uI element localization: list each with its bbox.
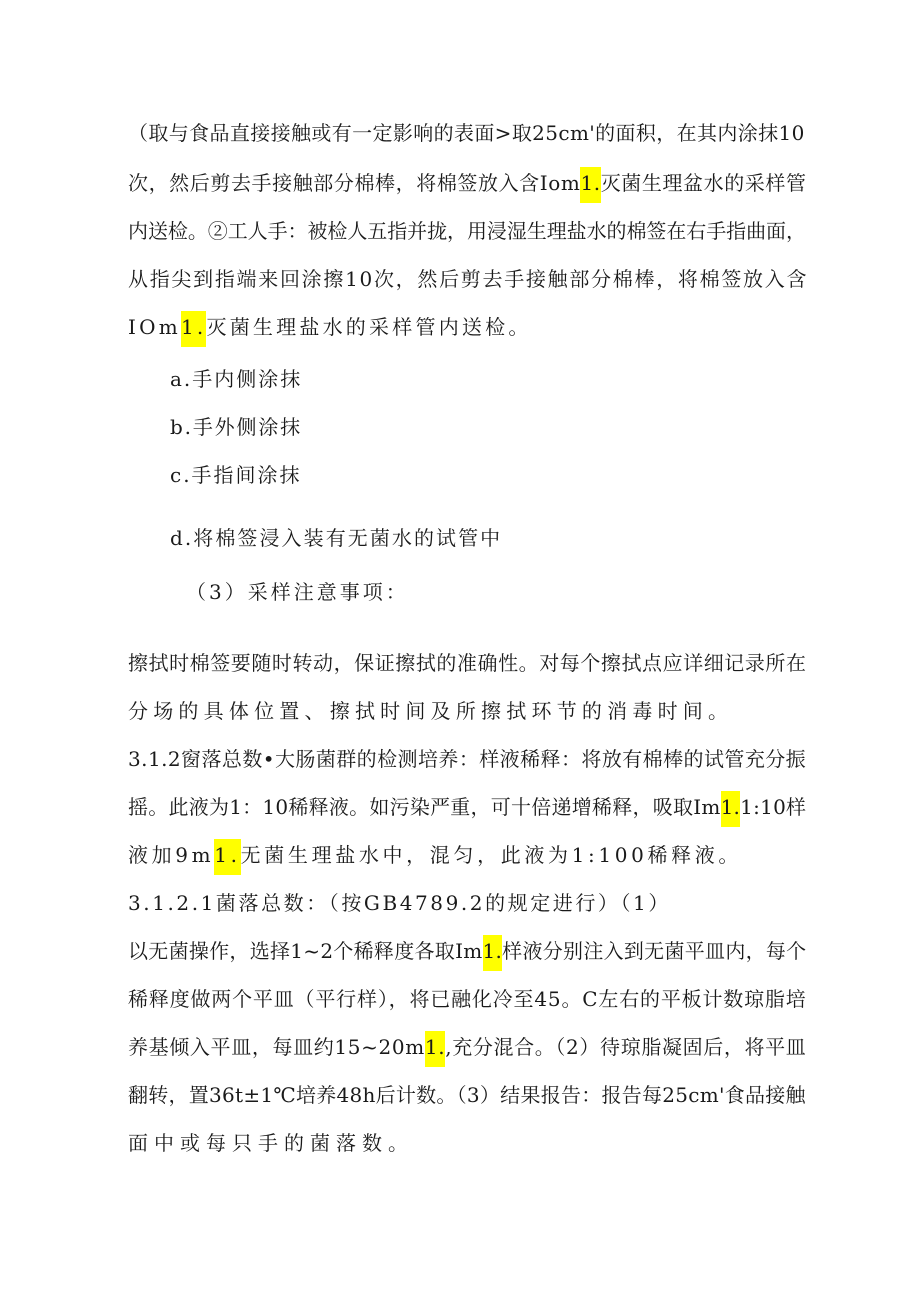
text-line (128, 697, 733, 725)
text-line (128, 985, 807, 1013)
text-segment: 擦拭时棉签要随时转动，保证擦拭的准确性。对每个擦拭点应详细记录所在 (128, 651, 807, 675)
text-segment: 分场的具体位置、擦拭时间及所擦拭环节的消毒时间。 (128, 699, 734, 723)
text-segment: 样液分别注入到无菌平皿内，每个 (502, 939, 807, 963)
highlighted-text: 1. (214, 839, 240, 875)
text-line (128, 841, 742, 869)
text-segment: 1:10样 (740, 795, 807, 819)
text-segment: IOm (128, 315, 181, 339)
text-segment: 内送检。②工人手：被检人五指并拢，用浸湿生理盐水的棉签在右手指曲面， (128, 219, 806, 243)
highlighted-text: 1. (721, 791, 741, 827)
text-line (128, 745, 806, 773)
text-segment: c.手指间涂抹 (170, 463, 302, 487)
text-line (128, 265, 808, 293)
text-line (128, 889, 671, 917)
text-line (170, 413, 302, 441)
text-line (128, 793, 806, 821)
text-segment: b.手外侧涂抹 (170, 415, 302, 439)
highlighted-text: 1. (181, 311, 207, 347)
text-line (128, 937, 806, 965)
text-segment: 灭菌生理盐水的采样管内送检。 (206, 315, 532, 339)
text-segment: 摇。此液为1：10稀释液。如污染严重，可十倍递增稀释，吸取Im (128, 795, 721, 819)
highlighted-text: 1. (580, 167, 600, 203)
text-line (128, 1033, 806, 1061)
text-line (128, 169, 807, 197)
text-line (170, 461, 302, 489)
text-segment: d.将棉签浸入装有无菌水的试管中 (170, 526, 503, 550)
text-segment: 从指尖到指端来回涂擦10次，然后剪去手接触部分棉棒，将棉签放入含 (128, 267, 809, 291)
text-segment: ,充分混合。（2）待琼脂凝固后，将平皿 (445, 1035, 807, 1059)
text-line (128, 1081, 806, 1109)
text-segment: （取与食品直接接触或有一定影响的表面>取25cm'的面积，在其内涂抹10 (128, 121, 805, 145)
highlighted-text: 1. (483, 935, 503, 971)
text-segment: 液加9m (128, 843, 215, 867)
text-segment: 无菌生理盐水中，混匀，此液为1:100稀释液。 (240, 843, 743, 867)
text-line (186, 578, 409, 606)
text-segment: 3.1.2窗落总数•大肠菌群的检测培养：样液稀释：将放有棉棒的试管充分振 (128, 747, 807, 771)
text-line (128, 217, 806, 245)
text-line (128, 313, 532, 341)
text-segment: （3）采样注意事项： (186, 580, 409, 604)
text-line (128, 119, 805, 147)
text-line (128, 1129, 414, 1157)
text-segment: 3.1.2.1菌落总数：（按GB4789.2的规定进行）（1） (128, 891, 671, 915)
text-segment: a.手内侧涂抹 (170, 367, 303, 391)
text-segment: 灭菌生理盆水的采样管 (600, 171, 807, 195)
text-segment: 面中或每只手的菌落数。 (128, 1131, 414, 1155)
highlighted-text: 1. (425, 1031, 445, 1067)
text-segment: 翻转，置36t±1℃培养48h后计数。（3）结果报告：报告每25cm'食品接触 (128, 1083, 806, 1107)
text-segment: 以无菌操作，选择1~2个稀释度各取Im (128, 939, 483, 963)
text-segment: 次，然后剪去手接触部分棉棒，将棉签放入含Iom (128, 171, 581, 195)
text-line (128, 649, 807, 677)
text-line (170, 365, 302, 393)
text-segment: 稀释度做两个平皿（平行样），将已融化冷至45。C左右的平板计数琼脂培 (128, 987, 807, 1011)
text-line (170, 524, 502, 552)
text-segment: 养基倾入平皿，每皿约15~20m (128, 1035, 425, 1059)
